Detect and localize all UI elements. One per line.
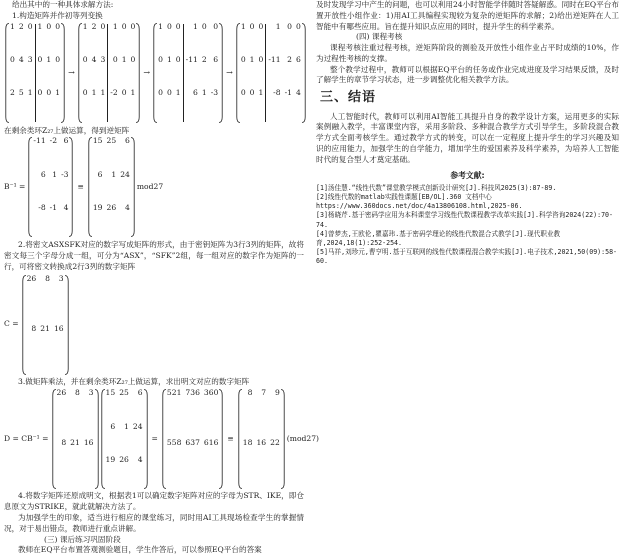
matrix-cell: 3 bbox=[88, 388, 94, 398]
matrix-cell: -2 bbox=[110, 88, 118, 98]
right-paren bbox=[281, 389, 285, 489]
matrix-cell: 8 bbox=[247, 388, 253, 398]
matrix-cell: 1 bbox=[258, 88, 264, 98]
augmented-matrix-7 bbox=[236, 23, 306, 123]
matrix-cell: 2 bbox=[18, 21, 24, 31]
matrix-cell: 521 bbox=[166, 388, 182, 398]
matrix-cell: 2 bbox=[10, 88, 15, 98]
cipher-label: C = bbox=[4, 319, 19, 329]
matrix-cell: -11 bbox=[268, 54, 281, 64]
matrix-cell: 22 bbox=[270, 438, 280, 448]
matrix-cell: 1 bbox=[82, 21, 88, 31]
matrix-cell: 0 bbox=[55, 21, 61, 31]
matrix-cell: 4 bbox=[295, 88, 301, 98]
decrypt-inverse-matrix bbox=[101, 389, 148, 489]
matrix-cell: 6 bbox=[213, 54, 219, 64]
matrix-cell: 1 bbox=[37, 21, 43, 31]
matrix-cell: 2 bbox=[287, 54, 292, 64]
matrix-cell: 360 bbox=[203, 388, 219, 398]
matrix-cell: 0 bbox=[287, 21, 292, 31]
step-4-text: 4.将数字矩阵还原成明文，根据表1可以确定数字矩阵对应的字母为STR、IKE，即仓息原文为STRIKE，就此就解决方法了。 bbox=[4, 491, 304, 512]
matrix-cell: 1 bbox=[158, 21, 163, 31]
step-2-text: 2.将密文ASXSFK对应的数字写成矩阵的形式，由于密钥矩阵为3行3列的矩阵，故将密文每三个字母分成一组，可分为“ASX”，“SFK”2组，每一组对应的数字作为矩阵的一行，可将密文转换成2行3列的数字矩阵 bbox=[4, 240, 304, 271]
matrix-cell: 0 bbox=[249, 21, 255, 31]
matrix-cell: 8 bbox=[61, 438, 67, 448]
matrix-cell: 21 bbox=[70, 438, 80, 448]
reference-item: [5]马祥,刘珍元,曹亨明.基于互联网的线性代数课程混合教学实践[J].电子技术,2021,50(09):58-60. bbox=[316, 248, 618, 266]
matrix-cell: 6 bbox=[193, 88, 198, 98]
matrix-cell: 736 bbox=[185, 388, 200, 398]
matrix-cell: 19 bbox=[105, 455, 116, 465]
matrix-cell: 3 bbox=[58, 273, 64, 283]
elimination-chain bbox=[4, 23, 304, 123]
matrix-cell: 15 bbox=[92, 136, 103, 146]
matrix-cell: -8 bbox=[38, 203, 46, 212]
right-paren bbox=[219, 23, 223, 123]
matrix-cell: 0 bbox=[10, 54, 15, 64]
matrix-cell: 1 bbox=[175, 88, 181, 98]
conclusion-paragraph: 人工智能时代，教师可以利用AI智能工具提升自身的教学设计方案，运用更多的实际案例融入教学，丰富课堂内容，采用多阶段、多种混合教学方式引导学生，多阶段混合教学方式全面考核学生。通过教学方式的转变，可以在一定程度上提升学生的学习兴趣及知识的应用能力，加强学生的自学能力，增加学生的爱国素养及科学素养，为培养人工智能时代的复合型人才奠定基础。 bbox=[316, 111, 619, 164]
matrix-cell: 6 bbox=[125, 136, 130, 146]
augment-divider bbox=[107, 24, 108, 122]
matrix-cell: 4 bbox=[91, 54, 97, 64]
matrix-cell: 6 bbox=[295, 54, 301, 64]
inverse-label: B⁻¹ = bbox=[4, 181, 26, 191]
matrix-cell: 0 bbox=[100, 21, 106, 31]
matrix-cell: 637 bbox=[185, 438, 200, 448]
matrix-cell: 4 bbox=[63, 203, 69, 212]
matrix-cell: 1 bbox=[10, 21, 15, 31]
matrix-cell: -3 bbox=[210, 88, 219, 98]
matrix-cell: 0 bbox=[121, 88, 127, 98]
matrix-cell: 0 bbox=[201, 21, 207, 31]
matrix-cell: 0 bbox=[112, 54, 118, 64]
matrix-cell: 4 bbox=[18, 54, 24, 64]
practice-paragraph: 为加强学生的印象，适当进行相应的课堂练习，同时用AI工具现场检查学生的掌握情况，对于易出错点，教师进行重点讲解。 bbox=[4, 513, 304, 533]
augment-divider bbox=[265, 24, 266, 122]
matrix-cell: 0 bbox=[249, 88, 255, 98]
matrix-cell: 0 bbox=[27, 21, 33, 31]
matrix-cell: 26 bbox=[56, 388, 67, 398]
matrix-cell: 0 bbox=[55, 54, 61, 64]
matrix-cell: 1 bbox=[100, 88, 106, 98]
matrix-cell: 24 bbox=[132, 421, 143, 431]
augmented-matrix-2 bbox=[78, 23, 141, 123]
decrypt-label: D = CB⁻¹ = bbox=[4, 434, 49, 444]
matrix-cell: 3 bbox=[100, 54, 106, 64]
matrix-cell: 0 bbox=[46, 88, 52, 98]
matrix-cell: 15 bbox=[105, 388, 116, 398]
matrix-cell: 16 bbox=[83, 438, 94, 448]
right-paren bbox=[61, 23, 65, 123]
left-column bbox=[4, 0, 320, 556]
inverse-equation: B⁻¹ = -11 -2 6 6 1 -3 -8 -1 4 ≡ 15 25 6 6 1 24 19 26 4 mod27 bbox=[4, 137, 304, 237]
matrix-cell: 25 bbox=[119, 388, 129, 398]
matrix-cell: 5 bbox=[18, 88, 24, 98]
matrix-cell: 1 bbox=[52, 169, 58, 179]
intro-text: 给出其中的一种具体求解方法: bbox=[12, 0, 114, 9]
matrix-cell: 0 bbox=[258, 21, 264, 31]
matrix-cell: 6 bbox=[97, 169, 103, 179]
matrix-cell: 2 bbox=[201, 54, 207, 64]
decrypt-cipher-matrix bbox=[52, 389, 99, 489]
matrix-cell: 0 bbox=[175, 21, 181, 31]
matrix-cell: -1 bbox=[49, 203, 58, 212]
right-paren bbox=[302, 23, 306, 123]
decrypt-product-matrix bbox=[162, 389, 224, 489]
matrix-cell: 1 bbox=[55, 88, 61, 98]
matrix-cell: 0 bbox=[166, 88, 172, 98]
matrix-cell: 9 bbox=[274, 388, 280, 398]
right-column bbox=[316, 0, 619, 267]
reference-item: [4]曾梦杰,王欧伦,瞿嘉玮.基于密码学理论的线性代数混合式教学[J].现代职业教育,2024,18(1):252-254. bbox=[316, 229, 561, 247]
matrix-cell: 1 bbox=[249, 54, 255, 64]
matrix-cell: 558 bbox=[166, 438, 182, 448]
matrix-cell: 0 bbox=[240, 88, 246, 98]
matrix-cell: 0 bbox=[240, 54, 246, 64]
matrix-cell: 1 bbox=[121, 54, 127, 64]
augmented-matrix-1 bbox=[5, 23, 65, 123]
reference-item: [1]汤佳慧.“线性代数”课堂教学模式创新设计研究[J].科技风2025(3):87-89. bbox=[316, 183, 557, 192]
matrix-cell: 26 bbox=[26, 273, 37, 283]
matrix-cell: 1 bbox=[112, 21, 118, 31]
matrix-cell: 6 bbox=[63, 136, 69, 146]
cipher-matrix-equation bbox=[4, 275, 304, 375]
right-paren bbox=[219, 389, 223, 489]
reference-item: [3]杨晓芹.基于密码学应用为本科课堂学习线性代数课程教学改革实践[J].科学咨询2024(22):70-74. bbox=[316, 211, 613, 229]
matrix-cell: 1 bbox=[124, 421, 129, 431]
matrix-cell: 25 bbox=[106, 136, 117, 146]
matrix-cell: 7 bbox=[261, 388, 267, 398]
inverse-matrix-mod bbox=[88, 137, 135, 237]
matrix-cell: 8 bbox=[31, 323, 37, 333]
right-paren bbox=[136, 23, 140, 123]
matrix-cell: 16 bbox=[53, 323, 64, 333]
matrix-cell: 6 bbox=[110, 421, 116, 431]
matrix-cell: 1 bbox=[91, 88, 97, 98]
matrix-cell: 1 bbox=[111, 169, 117, 179]
matrix-cell: 26 bbox=[119, 455, 129, 465]
matrix-cell: 24 bbox=[120, 169, 130, 179]
assessment-paragraph-1: 课程考核注重过程考核，逆矩阵阶段的测验及开放性小组作业占平时成绩的10%，作为过程性考核的支撑。 bbox=[316, 43, 619, 63]
arrow-icon: → bbox=[68, 67, 75, 77]
reference-item: [2]线性代数的matlab实践性课题[EB/OL].360 文档中心https://www.360docs.net/doc/4a13806108.html,2025-06. bbox=[316, 192, 523, 211]
matrix-cell: 0 bbox=[158, 54, 163, 64]
subheading-assessment: (四) 课程考核 bbox=[356, 32, 403, 42]
decrypt-result-matrix bbox=[238, 389, 285, 489]
matrix-cell: 2 bbox=[91, 21, 97, 31]
matrix-cell: 0 bbox=[130, 21, 136, 31]
matrix-cell: 0 bbox=[158, 88, 163, 98]
inverse-matrix-raw bbox=[28, 137, 73, 237]
matrix-cell: 1 bbox=[166, 54, 172, 64]
matrix-cell: 0 bbox=[37, 88, 43, 98]
matrix-cell: 0 bbox=[295, 21, 301, 31]
section-heading-conclusion: 三、结语 bbox=[320, 90, 377, 106]
matrix-cell: 0 bbox=[121, 21, 127, 31]
right-paren bbox=[65, 275, 69, 375]
right-paren bbox=[131, 137, 135, 237]
matrix-cell: 16 bbox=[256, 438, 267, 448]
step-3-text: 3.做矩阵乘法，并在剩余类环Z₂₇上做运算，求出明文对应的数字矩阵 bbox=[18, 376, 250, 386]
augment-divider bbox=[35, 24, 36, 122]
matrix-cell: 1 bbox=[193, 21, 198, 31]
matrix-cell: 0 bbox=[46, 21, 52, 31]
matrix-cell: 0 bbox=[37, 54, 43, 64]
matrix-cell: 3 bbox=[27, 54, 33, 64]
matrix-cell: -3 bbox=[61, 169, 69, 179]
matrix-cell: -1 bbox=[284, 88, 292, 98]
matrix-cell: 21 bbox=[40, 323, 50, 333]
matrix-cell: 1 bbox=[275, 21, 281, 31]
matrix-cell: 0 bbox=[166, 21, 172, 31]
matrix-cell: 1 bbox=[27, 88, 33, 98]
subheading-after-class: (三) 课后练习巩固阶段 bbox=[44, 534, 121, 544]
matrix-cell: -11 bbox=[185, 54, 198, 64]
matrix-cell: 8 bbox=[75, 388, 80, 398]
references-title: 参考文献: bbox=[450, 170, 485, 180]
right-paren bbox=[95, 389, 99, 489]
cipher-matrix bbox=[22, 275, 69, 375]
matrix-cell: -2 bbox=[49, 136, 58, 146]
matrix-cell: 8 bbox=[45, 273, 50, 283]
matrix-cell: 1 bbox=[201, 88, 207, 98]
continued-paragraph: 及时发现学习中产生的问题，也可以利用24小时智能学伴随时答疑解惑。同时在EQ平台布置开放性小组作业：1)用AI工具编程实现较为复杂的逆矩阵的求解；2)给出逆矩阵在人工智能中有哪些应用。旨在提升知识点应用的同时，提升学生的科学素养。 bbox=[316, 0, 619, 31]
arrow-icon: → bbox=[226, 67, 233, 77]
matrix-cell: 1 bbox=[130, 88, 136, 98]
matrix-cell: 1 bbox=[240, 21, 246, 31]
matrix-cell: 4 bbox=[137, 455, 143, 465]
mod-label: (mod27) bbox=[286, 434, 320, 444]
matrix-cell: 19 bbox=[92, 203, 103, 212]
matrix-cell: 0 bbox=[175, 54, 181, 64]
matrix-cell: 0 bbox=[82, 88, 88, 98]
references-list bbox=[316, 184, 619, 267]
matrix-cell: 0 bbox=[82, 54, 88, 64]
augment-divider bbox=[183, 24, 184, 122]
right-paren bbox=[69, 137, 73, 237]
matrix-cell: 4 bbox=[125, 203, 130, 212]
step-1-text: 1.构造矩阵并作初等列变换 bbox=[12, 10, 103, 20]
assessment-paragraph-2: 整个教学过程中，教师可以根据EQ平台的任务或作业完成进度及学习结果反馈，及时了解学生的章节学习状态，进一步调整优化相关教学方法。 bbox=[316, 64, 619, 85]
after-class-paragraph: 教师在EQ平台布置答观测验题目，学生作答后，可以参照EQ平台的答案 bbox=[18, 545, 262, 555]
inverse-intro: 在剩余类环Z₂₇上做运算，得到逆矩阵 bbox=[4, 125, 130, 135]
matrix-cell: 0 bbox=[213, 21, 219, 31]
matrix-cell: -11 bbox=[33, 136, 46, 146]
matrix-cell: 0 bbox=[258, 54, 264, 64]
mod-label: mod27 bbox=[136, 181, 164, 191]
matrix-cell: 26 bbox=[106, 203, 117, 212]
matrix-cell: 6 bbox=[137, 388, 143, 398]
augmented-matrix-3 bbox=[153, 23, 223, 123]
arrow-icon: → bbox=[143, 67, 151, 77]
decrypt-equation: D = CB⁻¹ = 26 8 3 8 21 16 15 25 6 6 1 24 19 26 4 = 521 736 360 558 637 616 ≡ 8 7 9 18 16 22 (mod27) bbox=[4, 389, 304, 489]
matrix-cell: 18 bbox=[242, 438, 253, 448]
matrix-cell: 6 bbox=[40, 169, 46, 179]
matrix-cell: 0 bbox=[130, 54, 136, 64]
matrix-cell: 616 bbox=[203, 438, 219, 448]
matrix-cell: -8 bbox=[273, 88, 281, 98]
right-paren bbox=[144, 389, 148, 489]
matrix-cell: 1 bbox=[46, 54, 52, 64]
